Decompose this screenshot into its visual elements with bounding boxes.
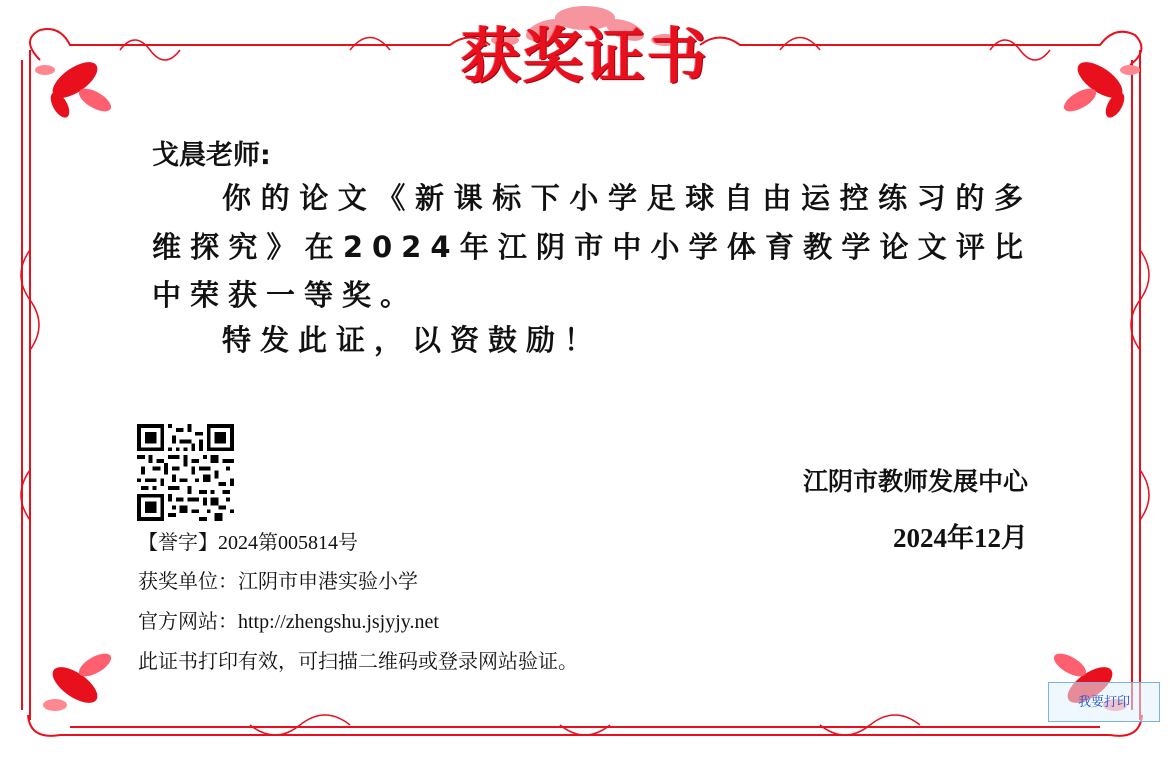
- website-url[interactable]: http://zhengshu.jsjyjy.net: [238, 611, 439, 633]
- winner-unit: 获奖单位：江阴市申港实验小学: [138, 569, 418, 593]
- recipient-salutation: 戈晨老师:: [152, 140, 271, 171]
- certificate-number: 【誉字】2024第005814号: [138, 532, 358, 554]
- award-statement: 你的论文《新课标下小学足球自由运控练习的多维探究》在2024年江阴市中小学体育教学论文评比中荣获一等奖。: [152, 181, 1032, 312]
- floral-ornament-icon: [35, 55, 115, 120]
- issue-date: 2024年12月: [893, 523, 1028, 553]
- certificate-title: 获奖证书: [461, 22, 709, 92]
- issuer-name: 江阴市教师发展中心: [802, 467, 1028, 496]
- official-website: [138, 605, 439, 634]
- closing-phrase: 特发此证，以资鼓励！: [222, 323, 603, 357]
- print-button[interactable]: 我要打印: [1048, 682, 1160, 722]
- validity-note: 此证书打印有效，可扫描二维码或登录网站验证。: [138, 649, 578, 673]
- website-label: 官方网站：: [138, 609, 238, 633]
- floral-ornament-icon: [43, 649, 115, 711]
- floral-ornament-icon: [1060, 55, 1140, 120]
- qr-code-icon: [137, 424, 234, 521]
